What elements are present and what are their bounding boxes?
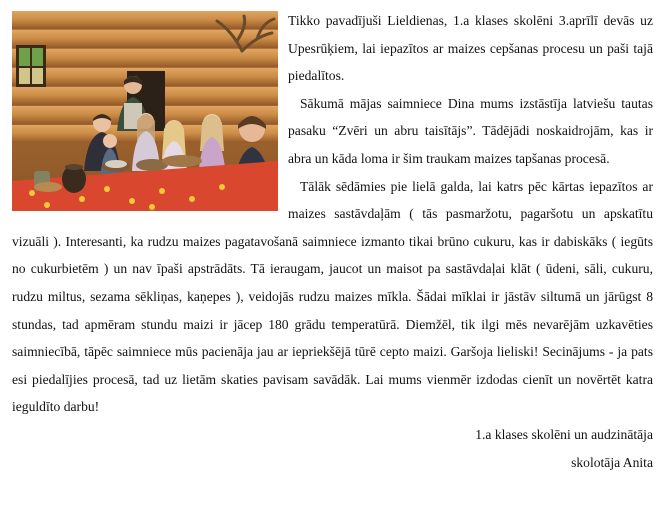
signature-line-2: skolotāja Anita: [571, 454, 653, 470]
window: [16, 45, 46, 87]
paragraph-story: Sākumā mājas saimniece Dina mums izstāstīja latviešu tautas pasaku “Zvēri un abru taisītājs”. Tādējādi noskaidrojām, kas ir abra un kāda loma ir šim traukam maizes tapšanas procesā.: [288, 95, 653, 166]
paragraph-process: Tālāk sēdāmies pie lielā galda, lai katrs pēc kārtas iepazītos ar maizes sastāvdaļām ( tās pasmaržotu, pagaršotu un apskatītu vizuāli ). Interesanti, ka rudzu maizes pagatavošanā saimniece izmanto tikai brūno cukuru, kas ir dabiskāks ( iegūts no cukurbietēm ) un nav īpaši apstrādāts. Tā ieraugam, jaucot un maisot pa sastāvdaļai klāt ( ūdeni, sāli, cukuru, rudzu miltus, sezama sēkliņas, kaņepes ), veidojās rudzu maizes mīkla. Šādai mīklai ir jāstāv siltumā un jārūgst 8 stundas, tad apmēram stundu maizi ir jācep 180 grādu temperatūrā. Diemžēl, tik ilgi mēs nevarējām uzkavēties saimniecībā, tāpēc saimniece mūs pacienāja jau ar iepriekšējā tūrē cepto maizi. Garšoja lieliski! Secinājums - ja pats esi piedalījies procesā, tad uz lietām skaties pavisam savādāk. Lai mums vienmēr izdodas cienīt un novērtēt katra ieguldīto darbu!: [12, 178, 653, 415]
paragraph-intro: Tikko pavadījuši Lieldienas, 1.a klases skolēni 3.aprīlī devās uz Upesrūķiem, lai iepazītos ar maizes cepšanas procesu un paši tajā piedalītos.: [288, 13, 653, 84]
article-photo: [12, 11, 278, 211]
article: [12, 7, 653, 476]
signature-line-1: 1.a klases skolēni un audzinātāja: [475, 426, 653, 442]
baking-scene-illustration: [12, 11, 278, 211]
